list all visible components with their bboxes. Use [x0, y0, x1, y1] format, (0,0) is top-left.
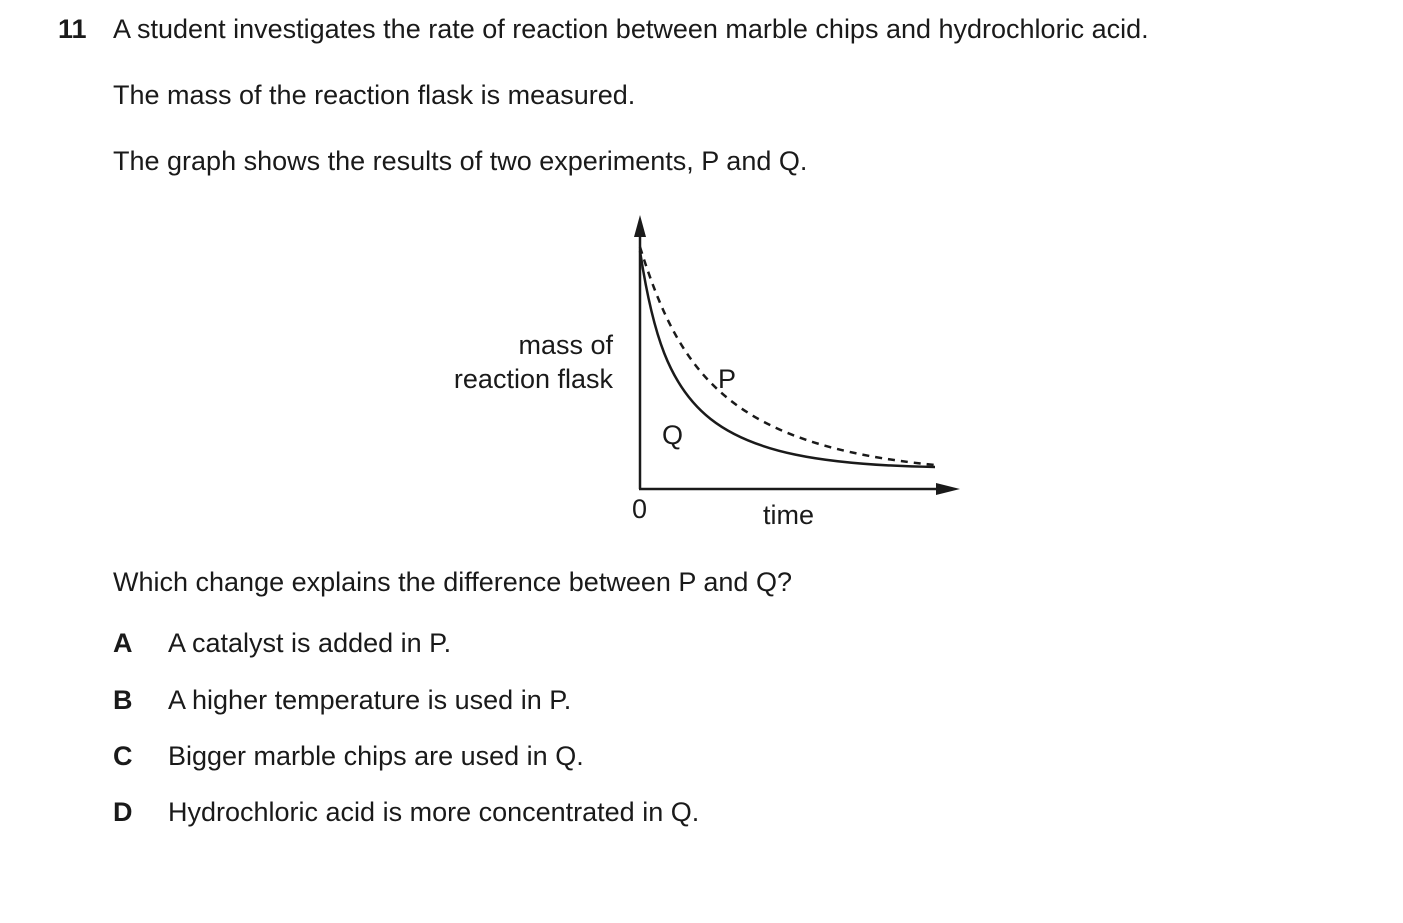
option-b[interactable]	[113, 685, 571, 716]
question-number: 11	[58, 14, 87, 44]
x-axis-arrow	[936, 483, 960, 495]
question-prompt: Which change explains the difference between P and Q?	[113, 567, 792, 597]
option-b-text: A higher temperature is used in P.	[168, 685, 572, 715]
question-stem-3: The graph shows the results of two experiments, P and Q.	[113, 146, 808, 176]
option-d[interactable]	[113, 797, 699, 828]
option-a-text: A catalyst is added in P.	[168, 628, 452, 658]
curve-p	[640, 247, 935, 465]
option-c[interactable]	[113, 741, 584, 772]
reaction-graph	[430, 205, 970, 540]
option-c-text: Bigger marble chips are used in Q.	[168, 741, 584, 771]
y-axis-label-line2: reaction flask	[453, 364, 613, 394]
question-stem-2: The mass of the reaction flask is measured.	[113, 80, 636, 110]
y-axis-arrow	[634, 215, 646, 237]
origin-label: 0	[632, 494, 648, 524]
option-d-letter: D	[113, 797, 133, 827]
graph-svg	[430, 205, 970, 540]
option-a-letter: A	[113, 628, 133, 658]
option-c-letter: C	[113, 741, 133, 771]
curve-q	[640, 251, 935, 467]
option-b-letter: B	[113, 685, 133, 715]
curve-q-label: Q	[662, 420, 684, 450]
question-stem-1: A student investigates the rate of reaction between marble chips and hydrochloric acid.	[113, 14, 1149, 44]
curve-p-label: P	[718, 364, 737, 394]
option-a[interactable]	[113, 628, 451, 659]
option-d-text: Hydrochloric acid is more concentrated in Q.	[168, 797, 700, 827]
y-axis-label-line1: mass of	[518, 330, 613, 360]
x-axis-label: time	[763, 500, 815, 530]
